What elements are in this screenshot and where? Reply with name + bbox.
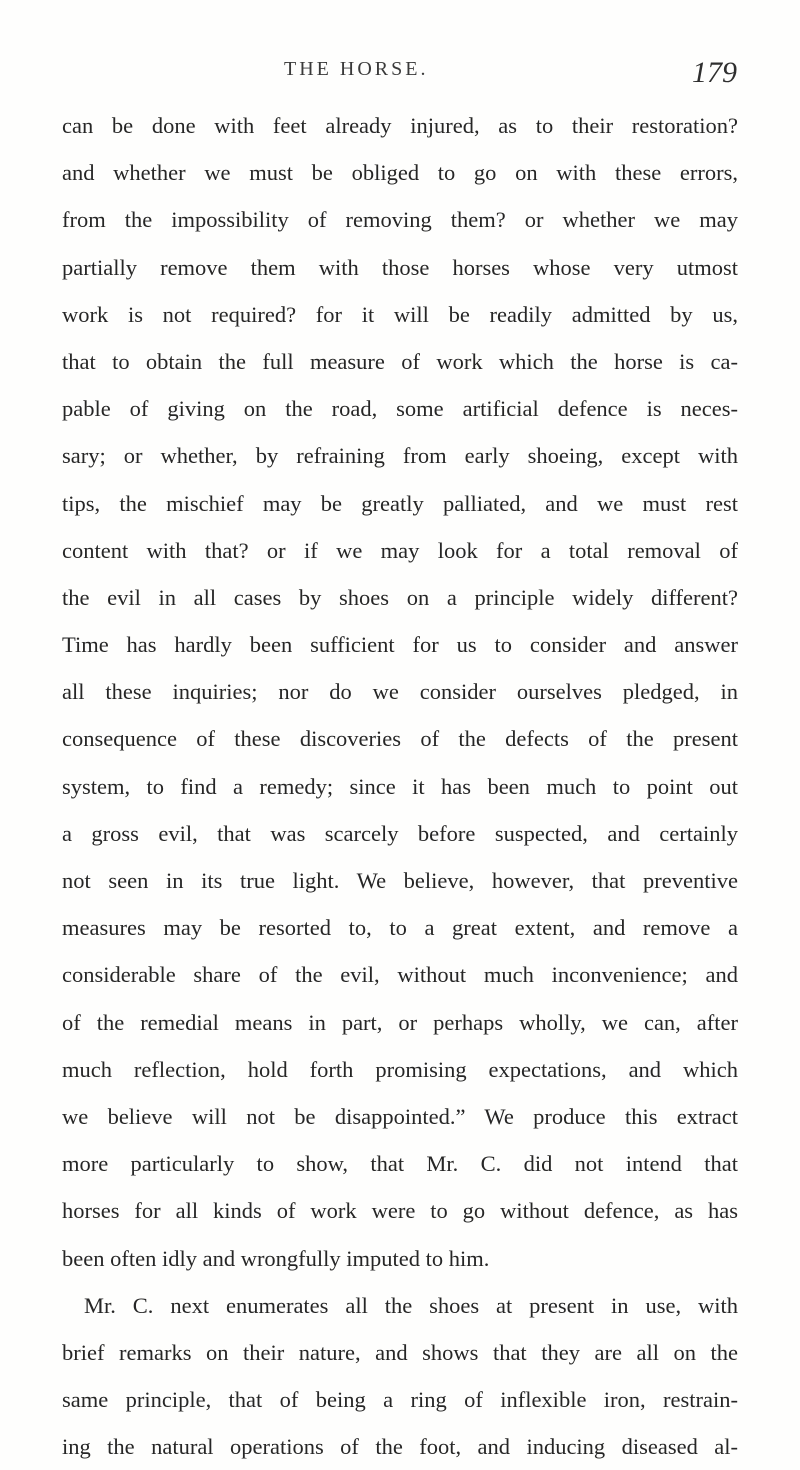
text-line: Mr. C. next enumerates all the shoes at present in use, with — [84, 1292, 738, 1318]
text-line: can be done with feet already injured, as to their restoration? — [62, 113, 738, 138]
text-line: tips, the mischief may be greatly palliated, and we must rest — [62, 490, 738, 516]
text-line: from the impossibility of removing them? or whether we may — [62, 207, 738, 233]
text-line: same principle, that of being a ring of inflexible iron, restrain- — [62, 1387, 738, 1413]
text-line: not seen in its true light. We believe, however, that preventive — [62, 868, 738, 893]
text-line: and whether we must be obliged to go on with these errors, — [62, 160, 738, 186]
text-line: much reflection, hold forth promising expectations, and which — [62, 1056, 738, 1082]
text-line: been often idly and wrongfully imputed to him. — [62, 1245, 490, 1271]
text-line: consequence of these discoveries of the defects of the present — [62, 726, 738, 752]
text-line: partially remove them with those horses whose very utmost — [62, 254, 738, 280]
text-line: a gross evil, that was scarcely before suspected, and certainly — [62, 820, 738, 846]
page-number: 179 — [692, 56, 737, 89]
text-line: that to obtain the full measure of work which the horse is ca- — [62, 348, 738, 374]
text-line: of the remedial means in part, or perhaps wholly, we can, after — [62, 1009, 738, 1035]
text-line: system, to find a remedy; since it has been much to point out — [62, 773, 738, 799]
text-line: sary; or whether, by refraining from early shoeing, except with — [62, 443, 738, 469]
text-line: more particularly to show, that Mr. C. did not intend that — [62, 1151, 738, 1177]
text-line: content with that? or if we may look for a total removal of — [62, 537, 738, 563]
text-line: pable of giving on the road, some artificial defence is neces- — [62, 396, 738, 422]
running-head: THE HORSE. — [284, 58, 429, 80]
body-text — [62, 102, 738, 1470]
text-line: horses for all kinds of work were to go without defence, as has — [62, 1198, 738, 1224]
text-line: considerable share of the evil, without much inconvenience; and — [62, 962, 738, 988]
text-line: all these inquiries; nor do we consider ourselves pledged, in — [62, 679, 738, 705]
text-line: measures may be resorted to, to a great extent, and remove a — [62, 915, 738, 941]
text-line: the evil in all cases by shoes on a principle widely different? — [62, 584, 738, 610]
text-line: brief remarks on their nature, and shows that they are all on the — [62, 1339, 738, 1365]
text-line: we believe will not be disappointed.” We produce this extract — [62, 1103, 738, 1129]
page-header — [0, 56, 800, 100]
text-line: work is not required? for it will be readily admitted by us, — [62, 301, 738, 327]
text-line: Time has hardly been sufficient for us to consider and answer — [62, 632, 738, 658]
text-line: ing the natural operations of the foot, and inducing diseased al- — [62, 1434, 738, 1460]
